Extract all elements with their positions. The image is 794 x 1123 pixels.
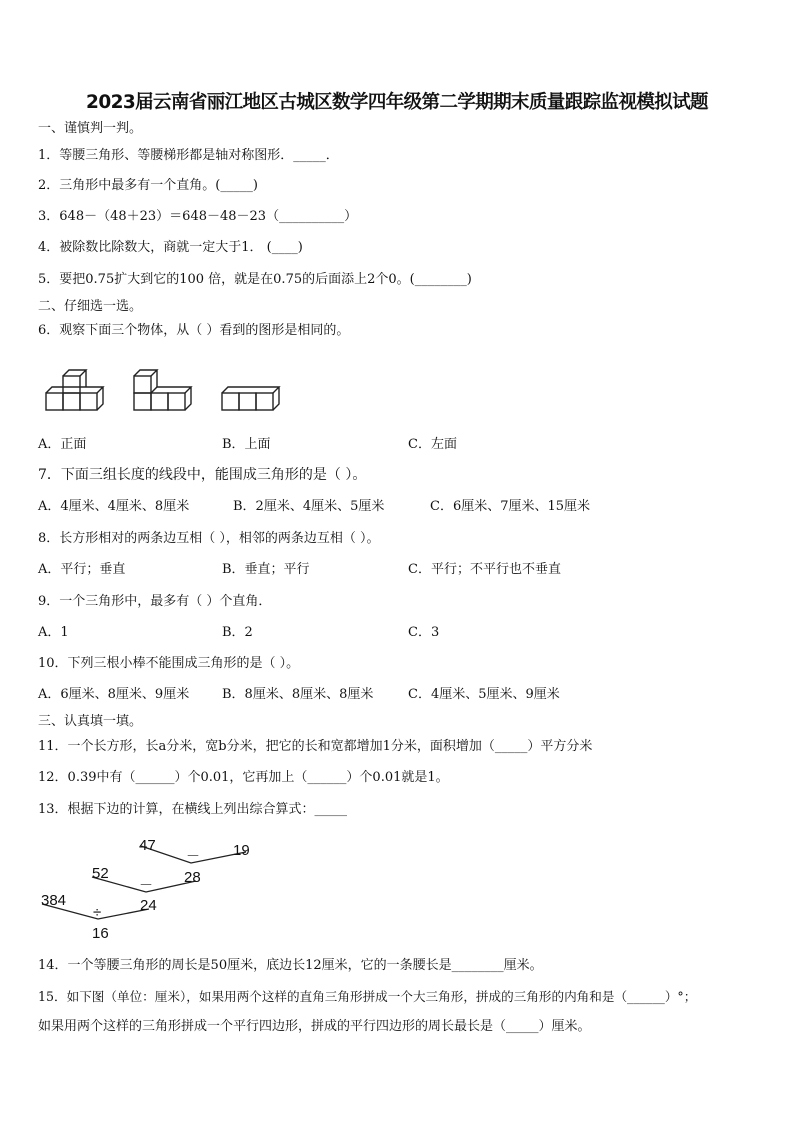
question-15-line-2: 如果用两个这样的三角形拼成一个平行四边形，拼成的平行四边形的周长最长是（_____）厘米。 [38,1019,591,1034]
q9-option-a: A．1 [38,625,69,640]
tree-number-47: 47 [139,837,156,854]
question-6: 6．观察下面三个物体，从（ ）看到的图形是相同的。 [38,323,350,338]
tree-number-16: 16 [92,925,109,942]
section-heading-1: 一、谨慎判一判。 [38,121,143,136]
page-title: 2023届云南省丽江地区古城区数学四年级第二学期期末质量跟踪监视模拟试题 [86,92,708,113]
question-9: 9．一个三角形中，最多有（ ）个直角． [38,594,272,609]
question-13: 13．根据下边的计算，在横线上列出综合算式：_____ [38,802,348,817]
cube-object-3 [222,387,279,410]
section-heading-2: 二、仔细选一选。 [38,299,143,314]
q6-option-b: B．上面 [222,437,271,452]
q6-option-c: C．左面 [408,437,457,452]
question-12: 12．0.39中有（______）个0.01，它再加上（______）个0.01就是1。 [38,770,449,785]
tree-number-28: 28 [184,869,201,886]
tree-number-384: 384 [41,892,67,909]
q9-option-c: C．3 [408,625,440,640]
cube-objects-figure [40,365,300,417]
question-5: 5．要把0.75扩大到它的100 倍，就是在0.75的后面添上2个0。(________) [38,272,472,287]
q6-option-a: A．正面 [38,437,87,452]
q9-option-b: B．2 [222,625,253,640]
question-7: 7．下面三组长度的线段中，能围成三角形的是（ ）。 [38,467,367,483]
question-4: 4．被除数比除数大，商就一定大于1． (____) [38,240,303,255]
question-8: 8．长方形相对的两条边互相（ ），相邻的两条边互相（ ）。 [38,531,380,546]
tree-operator-minus-2: － [139,877,153,893]
q10-option-b: B．8厘米、8厘米、8厘米 [222,687,374,702]
q8-option-a: A．平行；垂直 [38,562,126,577]
question-1: 1．等腰三角形、等腰梯形都是轴对称图形．_____． [38,148,339,163]
question-11: 11．一个长方形，长a分米，宽b分米，把它的长和宽都增加1分米，面积增加（_____）平方分米 [38,739,593,754]
tree-operator-divide: ÷ [93,904,102,921]
question-15-line-1: 15．如下图（单位：厘米），如果用两个这样的直角三角形拼成一个大三角形，拼成的三角形的内角和是（______）°； [38,989,697,1004]
q7-option-c: C．6厘米、7厘米、15厘米 [430,499,591,514]
tree-number-52: 52 [92,865,109,882]
q10-option-c: C．4厘米、5厘米、9厘米 [408,687,560,702]
tree-number-19: 19 [233,842,250,859]
q7-option-b: B．2厘米、4厘米、5厘米 [233,499,385,514]
q7-option-a: A．4厘米、4厘米、8厘米 [38,499,190,514]
question-3: 3．648－（48＋23）＝648－48－23（__________） [38,209,358,224]
cube-object-1 [46,370,103,410]
q8-option-c: C．平行；不平行也不垂直 [408,562,561,577]
question-2: 2．三角形中最多有一个直角。(_____) [38,178,258,193]
question-14: 14．一个等腰三角形的周长是50厘米，底边长12厘米，它的一条腰长是________厘米。 [38,958,543,973]
question-10: 10．下列三根小棒不能围成三角形的是（ ）。 [38,656,300,671]
q10-option-a: A．6厘米、8厘米、9厘米 [38,687,190,702]
tree-number-24: 24 [140,897,157,914]
section-heading-3: 三、认真填一填。 [38,714,143,729]
q8-option-b: B．垂直；平行 [222,562,310,577]
cube-object-2 [134,370,191,410]
tree-operator-minus-1: － [186,848,200,864]
calculation-tree-figure [36,832,266,944]
